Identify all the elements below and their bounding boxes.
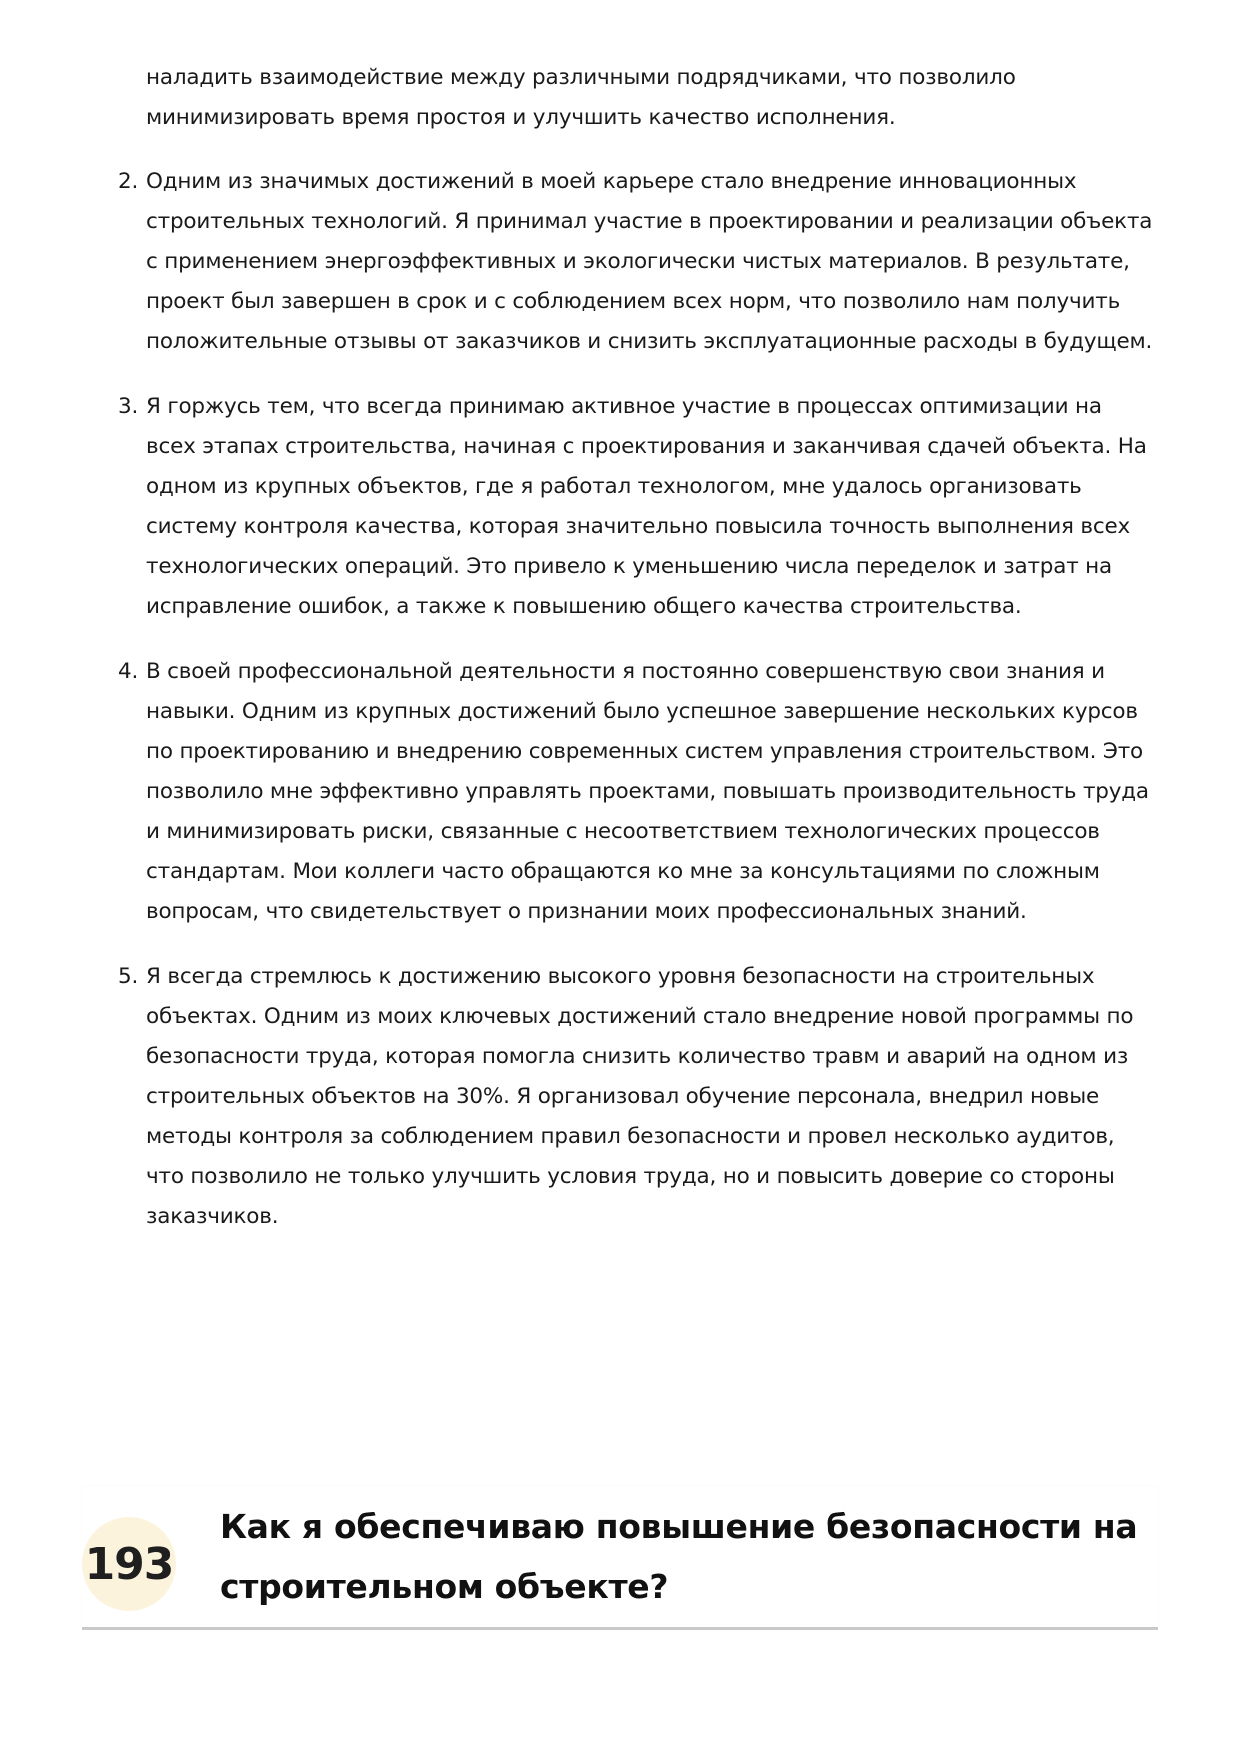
list-item-text: Я всегда стремлюсь к достижению высокого уровня безопасности на строительных объектах. Одним из моих ключевых достижений стало внедрение новой программы по безопасности труда, которая помогла снизить количество травм и аварий на одном из строительных объектов на 30%. Я организовал обучение персонала, внедрил новые методы контроля за соблюдением правил безопасности и провел несколько аудитов, что позволило не только улучшить условия труда, но и повысить доверие со стороны заказчиков. xyxy=(146,964,1134,1229)
list-item xyxy=(118,957,1156,1237)
list-item-text: Я горжусь тем, что всегда принимаю активное участие в процессах оптимизации на всех этапах строительства, начиная с проектирования и заканчивая сдачей объекта. На одном из крупных объектов, где я работал технологом, мне удалось организовать систему контроля качества, которая значительно повысила точность выполнения всех технологических операций. Это привело к уменьшению числа переделок и затрат на исправление ошибок, а также к повышению общего качества строительства. xyxy=(146,394,1147,619)
list-item-text: Одним из значимых достижений в моей карьере стало внедрение инновационных строительных технологий. Я принимал участие в проектировании и реализации объекта с применением энергоэффективных и экологически чистых материалов. В результате, проект был завершен в срок и с соблюдением всех норм, что позволило нам получить положительные отзывы от заказчиков и снизить эксплуатационные расходы в будущем. xyxy=(146,169,1153,354)
question-number-badge: 193 xyxy=(82,1517,176,1611)
question-header xyxy=(82,1487,1158,1630)
achievements-list xyxy=(118,162,1156,1262)
list-item xyxy=(118,162,1156,362)
question-title: Как я обеспечиваю повышение безопасности на строительном объекте? xyxy=(220,1507,1138,1606)
list-item-text: В своей профессиональной деятельности я постоянно совершенствую свои знания и навыки. Одним из крупных достижений было успешное завершение нескольких курсов по проектированию и внедрению современных систем управления строительством. Это позволило мне эффективно управлять проектами, повышать производительность труда и минимизировать риски, связанные с несоответствием технологических процессов стандартам. Мои коллеги часто обращаются ко мне за консультациями по сложным вопросам, что свидетельствует о признании моих профессиональных знаний. xyxy=(146,659,1149,924)
list-item-number: 5. xyxy=(118,964,139,989)
list-item xyxy=(118,652,1156,932)
list-item-number: 4. xyxy=(118,659,139,684)
list-item-number: 2. xyxy=(118,169,139,194)
list-item xyxy=(118,387,1156,627)
list-item-number: 3. xyxy=(118,394,139,419)
continuation-paragraph: наладить взаимодействие между различными подрядчиками, что позволило минимизировать время простоя и улучшить качество исполнения. xyxy=(146,65,1016,130)
